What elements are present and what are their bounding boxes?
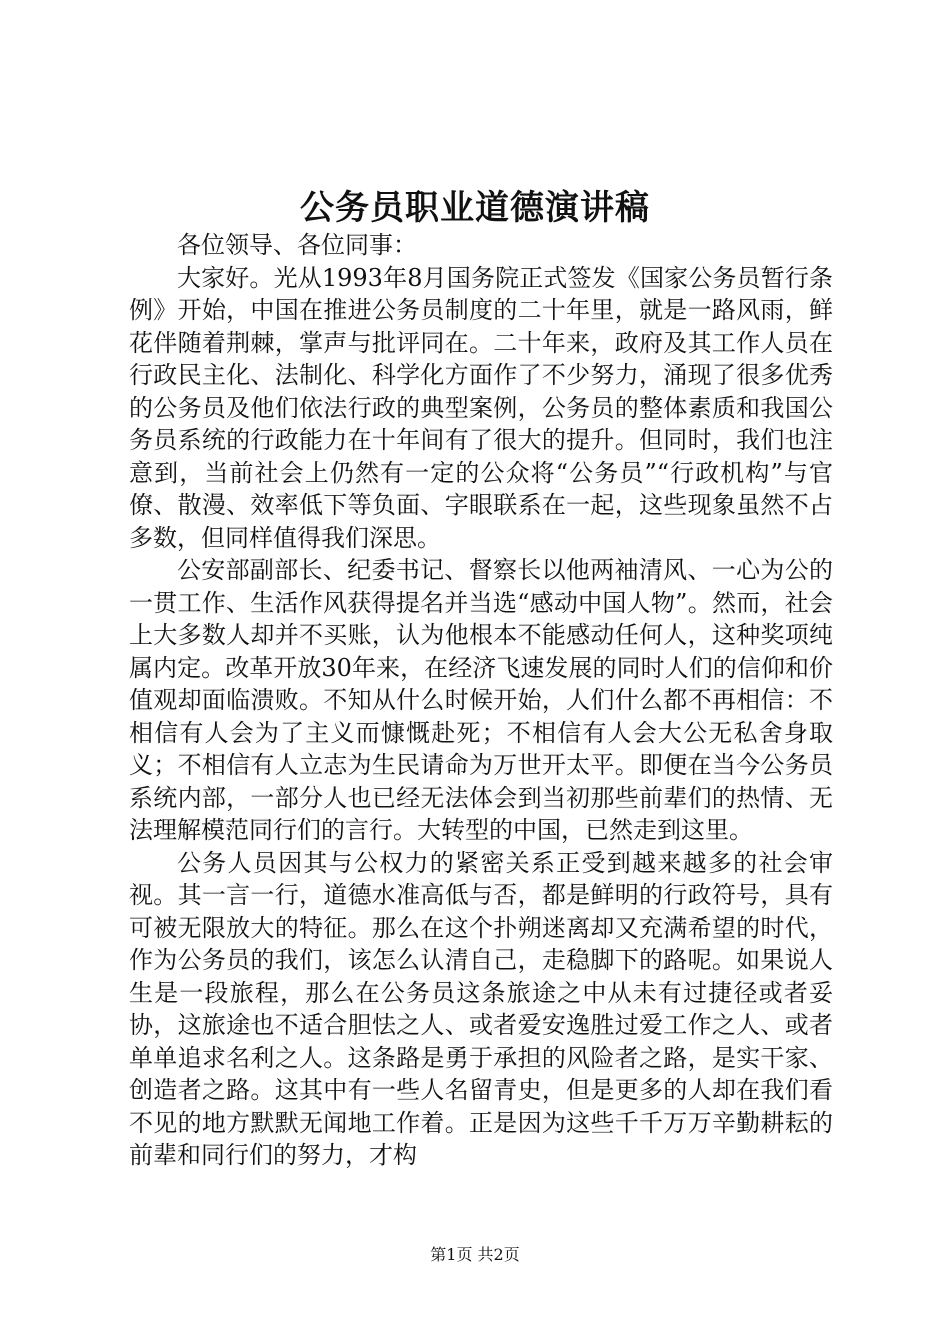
document-body — [129, 229, 833, 1172]
page-number-footer: 第1页 共2页 — [430, 1245, 520, 1264]
document-title: 公务员职业道德演讲稿 — [300, 188, 650, 228]
paragraph-greeting: 各位领导、各位同事： — [177, 231, 417, 259]
paragraph-1: 大家好。光从1993年8月国务院正式签发《国家公务员暂行条例》开始，中国在推进公务员制度的二十年里，就是一路风雨，鲜花伴随着荆棘，掌声与批评同在。二十年来，政府及其工作人员在行政民主化、法制化、科学化方面作了不少努力，涌现了很多优秀的公务员及他们依法行政的典型案例，公务员的整体素质和我国公务员系统的行政能力在十年间有了很大的提升。但同时，我们也注意到，当前社会上仍然有一定的公众将“公务员”“行政机构”与官僚、散漫、效率低下等负面、字眼联系在一起，这些现象虽然不占多数，但同样值得我们深思。 — [129, 263, 833, 552]
paragraph-2: 公安部副部长、纪委书记、督察长以他两袖清风、一心为公的一贯工作、生活作风获得提名并当选“感动中国人物”。然而，社会上大多数人却并不买账，认为他根本不能感动任何人，这种奖项纯属内定。改革开放30年来，在经济飞速发展的同时人们的信仰和价值观却面临溃败。不知从什么时候开始，人们什么都不再相信：不相信有人会为了主义而慷慨赴死；不相信有人会大公无私舍身取义；不相信有人立志为生民请命为万世开太平。即便在当今公务员系统内部，一部分人也已经无法体会到当初那些前辈们的热情、无法理解模范同行们的言行。大转型的中国，已然走到这里。 — [129, 556, 833, 844]
paragraph-3: 公务人员因其与公权力的紧密关系正受到越来越多的社会审视。其一言一行，道德水准高低与否，都是鲜明的行政符号，具有可被无限放大的特征。那么在这个扑朔迷离却又充满希望的时代，作为公务员的我们，该怎么认清自己，走稳脚下的路呢。如果说人生是一段旅程，那么在公务员这条旅途之中从未有过捷径或者妥协，这旅途也不适合胆怯之人、或者爱安逸胜过爱工作之人、或者单单追求名利之人。这条路是勇于承担的风险者之路，是实干家、创造者之路。这其中有一些人名留青史，但是更多的人却在我们看不见的地方默默无闻地工作着。正是因为这些千千万万辛勤耕耘的前辈和同行们的努力，才构 — [129, 848, 833, 1169]
